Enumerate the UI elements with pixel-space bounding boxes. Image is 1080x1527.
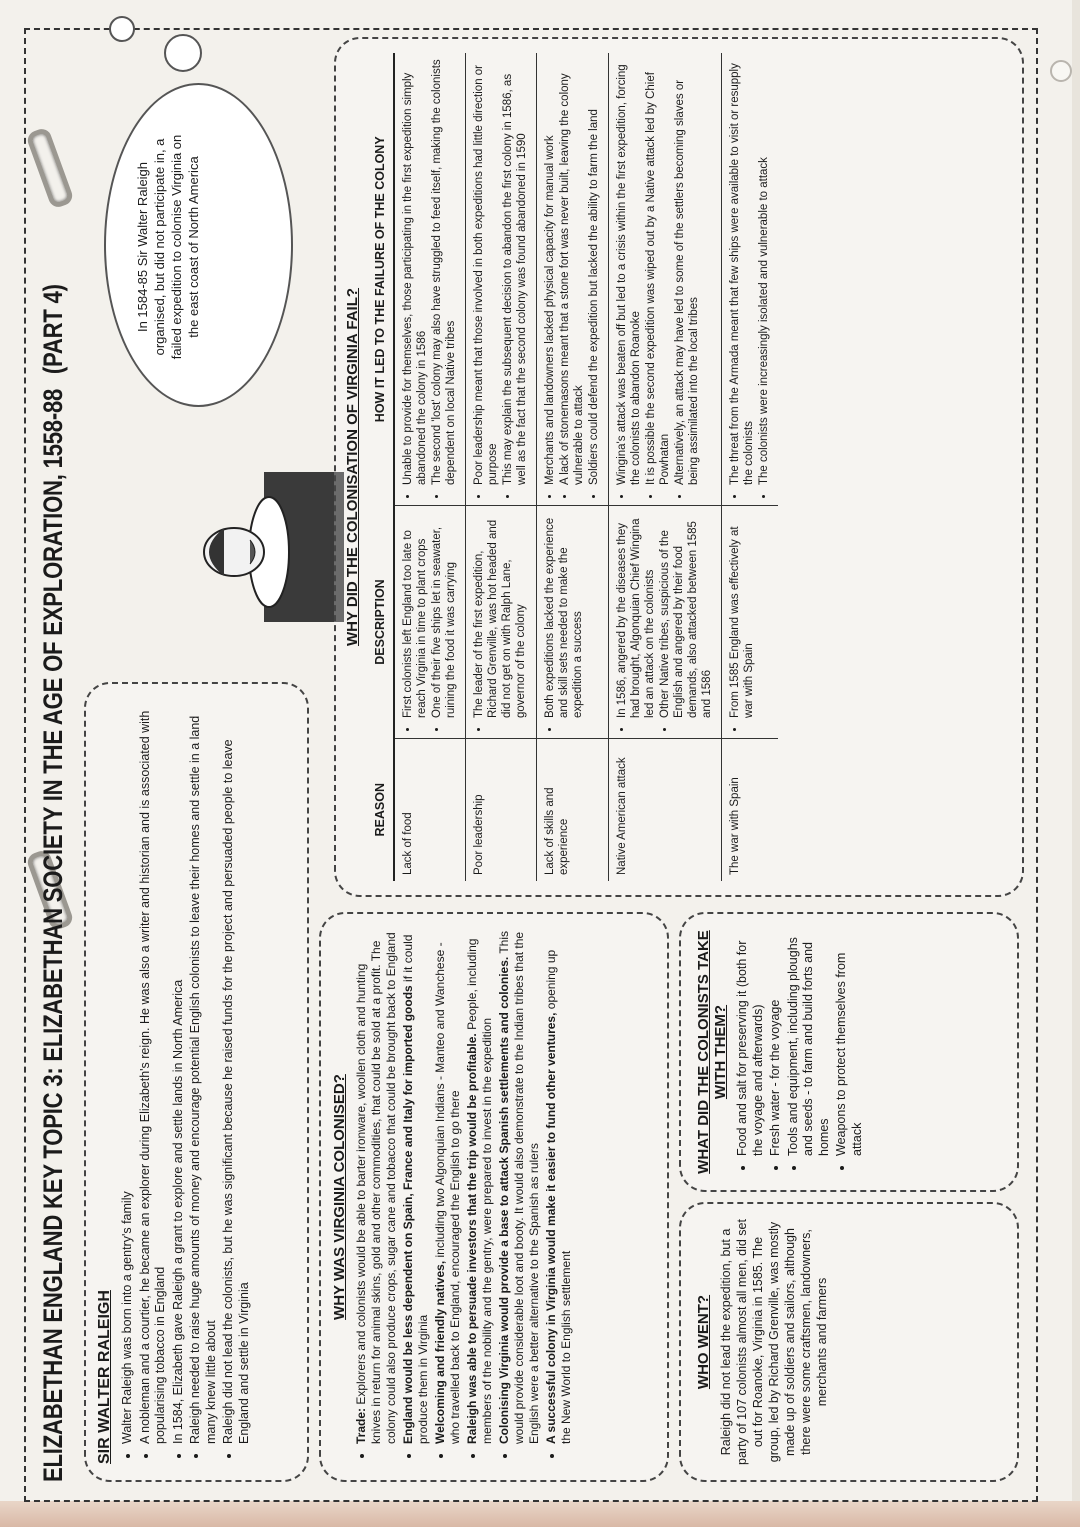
- why-colonised-heading: WHY WAS VIRGINIA COLONISED?: [331, 1074, 348, 1320]
- worksheet: [14, 12, 1054, 1512]
- list-item: • Other Native tribes, suspicious of the English and angered by their food demands, also attacked between 1585 and 1586: [658, 512, 714, 718]
- table-body: [394, 53, 778, 881]
- who-went-text: Raleigh did not lead the expedition, but a party of 107 colonists almost all men, did set out for Roanoke, Virginia in 1585. The group, led by Richard Grenville, was mostly made up of soldiers and sailors, although there were some craftsmen, landowners, merchants and farmers: [719, 1219, 829, 1465]
- column-header: REASON: [367, 739, 394, 882]
- page-edge: [1072, 0, 1080, 1527]
- list-item: • The second 'lost' colony may also have struggled to feed itself, making the colonists dependent on local Native tribes: [430, 59, 458, 485]
- reason-cell: Lack of skills and experience: [537, 739, 609, 882]
- table-row: [394, 53, 466, 881]
- list-item: • It is possible the second expedition was wiped out by a Native attack led by Chief Powhatan: [644, 59, 672, 485]
- list-item: • In 1584, Elizabeth gave Raleigh a grant to explore and settle lands in North America: [171, 700, 187, 1444]
- list-item-lead: Welcoming and friendly natives,: [433, 1260, 447, 1444]
- failure-cell: [394, 53, 466, 506]
- failure-cell: [537, 53, 609, 506]
- list-item: • Tools and equipment, including ploughs and seeds - to farm and build forts and homes: [786, 928, 833, 1156]
- list-item: • A lack of stonemasons meant that a stone fort was never built, leaving the colony vulnerable to attack: [558, 59, 586, 485]
- cloud-bubble: [109, 16, 135, 42]
- raleigh-portrait: [194, 462, 344, 662]
- cloud-text: In 1584-85 Sir Walter Raleigh organised, but did not participate in, a failed expedition to colonise Virginia on the east coast of North America: [135, 134, 201, 360]
- list-item: • The leader of the first expedition, Richard Grenville, was hot headed and did not get on with Ralph Lane, governor of the colony: [472, 512, 528, 718]
- why-colonised-section: [319, 912, 669, 1482]
- list-item: • Raleigh needed to raise huge amounts of money and encourage potential English colonists to leave their homes and settle in a land many knew little about: [188, 700, 219, 1444]
- take-with-list: [735, 928, 865, 1176]
- reason-cell: The war with Spain: [722, 739, 779, 882]
- list-item: • England would be less dependent on Spain, France and Italy for imported goods if it could produce them in Virginia: [401, 930, 431, 1444]
- table-row: [466, 53, 537, 881]
- list-item: • Poor leadership meant that those involved in both expeditions had little direction or purpose: [472, 59, 500, 485]
- column-header: DESCRIPTION: [367, 506, 394, 739]
- description-cell: [394, 506, 466, 739]
- failure-cell: [722, 53, 779, 506]
- list-item: • This may explain the subsequent decision to abandon the first colony in 1586, as well as the fact that the second colony was found abandoned in 1590: [501, 59, 529, 485]
- list-item: • Both expeditions lacked the experience and skill sets needed to make the expedition a success: [543, 512, 585, 718]
- reason-cell: Native American attack: [609, 739, 722, 882]
- table-header-row: [367, 53, 394, 881]
- list-item: • Food and salt for preserving it (both for the voyage and afterwards): [735, 928, 766, 1156]
- failure-cell: [609, 53, 722, 506]
- list-item: • Welcoming and friendly natives, including two Algonquian Indians - Manteo and Wanchese - who travelled back to England, encouraged the English to go there: [433, 930, 463, 1444]
- list-item: • First colonists left England too late to reach Virginia in time to plant crops: [401, 512, 429, 718]
- list-item-lead: Trade:: [354, 1407, 368, 1444]
- list-item: • Fresh water - for the voyage: [768, 928, 784, 1156]
- list-item: • Colonising Virginia would provide a base to attack Spanish settlements and colonies. This would provide considerable loot and booty. It would also demonstrate to the Indian tribes that the English were a better alternative to the Spanish as rulers: [497, 930, 542, 1444]
- table-row: [537, 53, 609, 881]
- reason-cell: Lack of food: [394, 739, 466, 882]
- list-item: • Trade: Explorers and colonists would be able to barter ironware, woollen cloth and hunting knives in return for animal skins, gold and other commodities, that could be sold at a profit. The colony could also produce crops, sugar cane and tobacco that could be brought back to England: [354, 930, 399, 1444]
- list-item: • Wingina's attack was beaten off but led to a crisis within the first expedition, forcing the colonists to abandon Roanoke: [615, 59, 643, 485]
- list-item: • Raleigh did not lead the colonists, but he was significant because he raised funds for the project and persuaded people to leave England and settle in Virginia: [221, 700, 252, 1444]
- list-item: • Walter Raleigh was born into a gentry's family: [120, 700, 136, 1444]
- list-item-lead: England would be less dependent on Spain, France and Italy for imported goods: [401, 985, 415, 1444]
- list-item: • One of their five ships let in seawater, ruining the food it was carrying: [430, 512, 458, 718]
- list-item-lead: Raleigh was able to persuade investors that the trip would be profitable.: [465, 1033, 479, 1444]
- table-row: [722, 53, 779, 881]
- description-cell: [722, 506, 779, 739]
- raleigh-heading: SIR WALTER RALEIGH: [96, 1290, 113, 1464]
- reason-cell: Poor leadership: [466, 739, 537, 882]
- list-item: • Merchants and landowners lacked physical capacity for manual work: [543, 59, 557, 485]
- list-item: • Alternatively, an attack may have led to some of the settlers becoming slaves or being assimilated into the local tribes: [673, 59, 701, 485]
- description-cell: [609, 506, 722, 739]
- column-header: HOW IT LED TO THE FAILURE OF THE COLONY: [367, 53, 394, 506]
- failure-cell: [466, 53, 537, 506]
- who-went-section: [679, 1202, 1019, 1482]
- list-item: • The colonists were increasingly isolated and vulnerable to attack: [757, 59, 771, 485]
- raleigh-section: [84, 682, 309, 1482]
- page-title: [38, 284, 69, 1482]
- list-item: • Raleigh was able to persuade investors that the trip would be profitable. People, including members of the nobility and the gentry, were prepared to invest in the expedition: [465, 930, 495, 1444]
- title-part: (PART 4): [38, 284, 68, 375]
- list-item: • A successful colony in Virginia would make it easier to fund other ventures, opening up the New World to English settlement: [544, 930, 574, 1444]
- list-item: • In 1586, angered by the diseases they had brought, Algonquian Chief Wingina led an attack on the colonists: [615, 512, 657, 718]
- list-item-lead: A successful colony in Virginia would make it easier to fund other ventures,: [544, 1012, 558, 1444]
- list-item: • Unable to provide for themselves, those participating in the first expedition simply abandoned the colony in 1586: [401, 59, 429, 485]
- list-item: • A nobleman and a courtier, he became an explorer during Elizabeth's reign. He was also a writer and historian and is associated with popularising tobacco in England: [138, 700, 169, 1444]
- take-with-section: [679, 912, 1019, 1192]
- fail-table: [367, 53, 778, 881]
- who-went-heading: WHO WENT?: [695, 1294, 712, 1390]
- list-item: • From 1585 England was effectively at war with Spain: [728, 512, 756, 718]
- raleigh-list: [120, 700, 252, 1464]
- list-item: • Weapons to protect themselves from attack: [834, 928, 865, 1156]
- description-cell: [466, 506, 537, 739]
- list-item: • The threat from the Armada meant that few ships were available to visit or resupply the colonists: [728, 59, 756, 485]
- list-item-lead: Colonising Virginia would provide a base to attack Spanish settlements and colonies.: [497, 956, 511, 1444]
- title-text: ELIZABETHAN ENGLAND KEY TOPIC 3: ELIZABETHAN SOCIETY IN THE AGE OF EXPLORATION, 1558-88: [38, 388, 68, 1482]
- fail-heading: WHY DID THE COLONISATION OF VIRGINIA FAIL?: [344, 287, 361, 647]
- take-with-heading: WHAT DID THE COLONISTS TAKE WITH THEM?: [695, 930, 729, 1174]
- table-row: [609, 53, 722, 881]
- cloud-bubble: [164, 34, 202, 72]
- fail-section: [334, 37, 1024, 897]
- description-cell: [537, 506, 609, 739]
- why-colonised-list: [354, 930, 574, 1464]
- list-item: • Soldiers could defend the expedition but lacked the ability to farm the land: [587, 59, 601, 485]
